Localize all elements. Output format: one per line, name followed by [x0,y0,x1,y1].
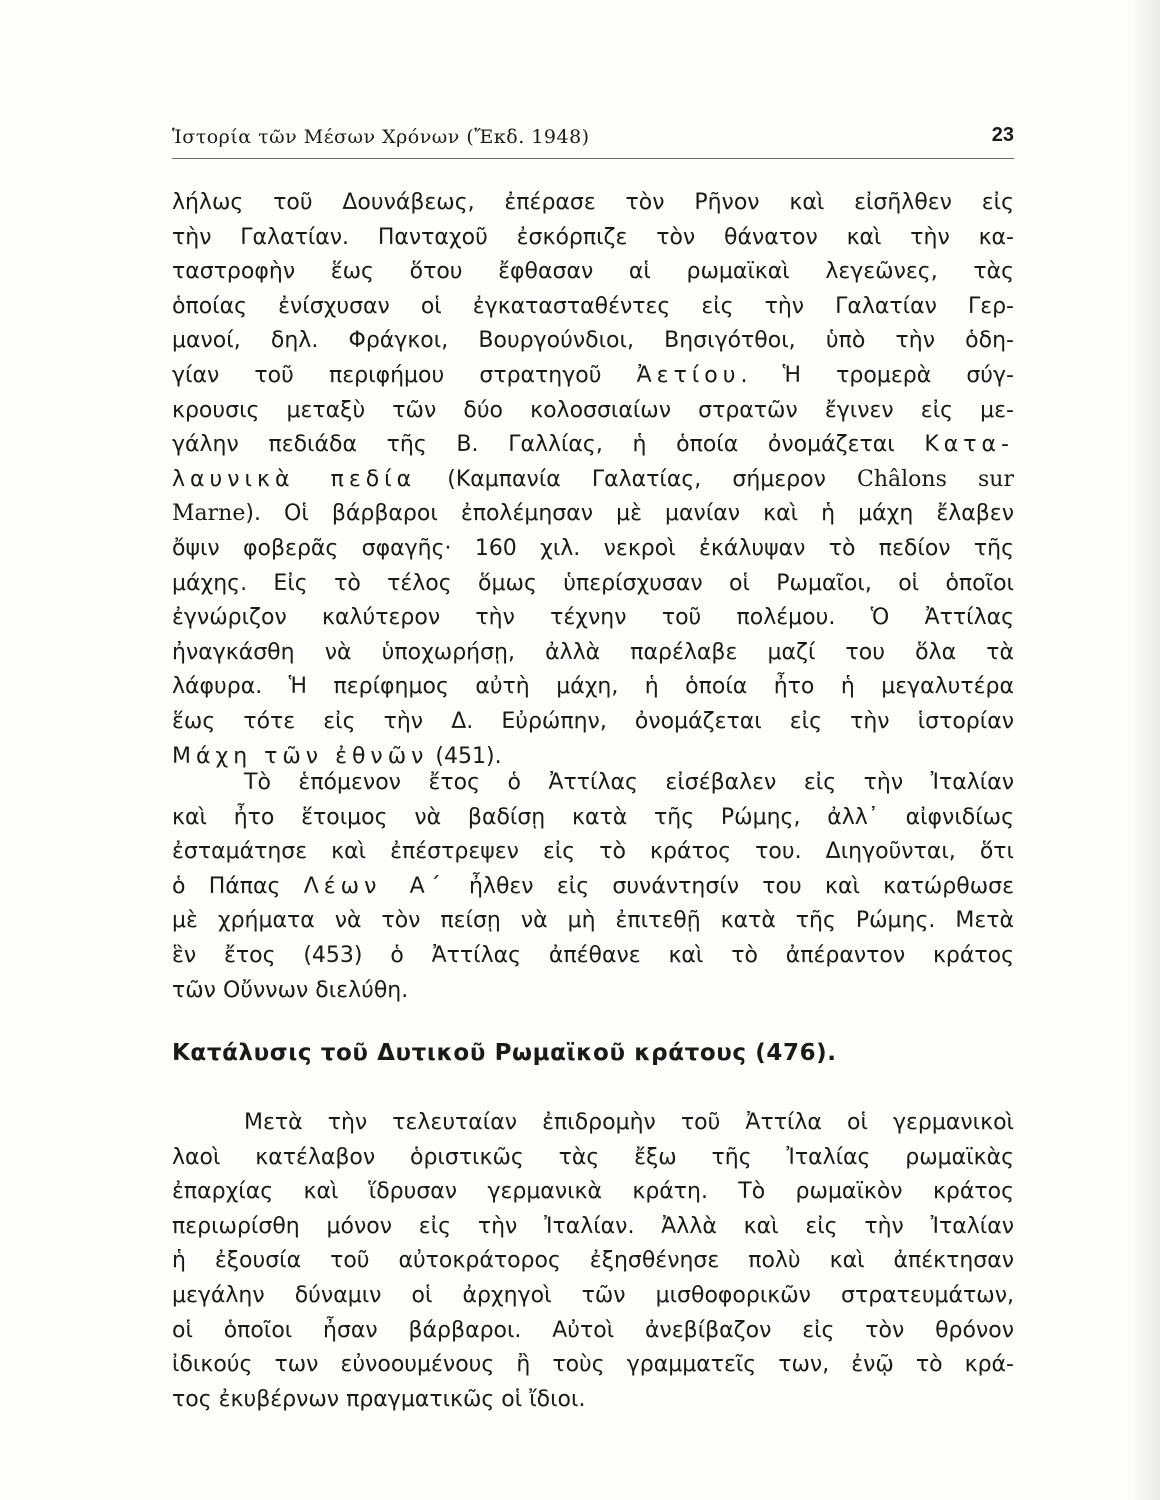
text-line [172,359,1014,394]
text-line: ταστροφὴν ἕως ὅτου ἔφθασαν αἱ ρωμαϊκαὶ λεγεῶνες, τὰς [172,259,1014,285]
text-line: λήλως τοῦ Δουνάβεως, ἐπέρασε τὸν Ρῆνον καὶ εἰσῆλθεν εἰς [172,190,1014,215]
text-line: λαοὶ κατέλαβον ὁριστικῶς τὰς ἔξω τῆς Ἰταλίας ρωμαϊκὰς [172,1144,1014,1170]
text-line [172,428,1014,463]
spaced-name-leon: Λέων Α΄ [303,873,446,899]
text-line: Μετὰ τὴν τελευταίαν ἐπιδρομὴν τοῦ Ἀττίλα οἱ γερμανικοὶ [244,1110,1014,1135]
text-line: καὶ ἦτο ἕτοιμος νὰ βαδίσῃ κατὰ τῆς Ρώμης, ἀλλ᾽ αἰφνιδίως [172,804,1014,830]
text-segment: . Ἡ τρομερὰ σύγ- [740,362,1014,388]
text-segment: (451). [428,743,502,769]
paragraph-2 [172,766,1014,1008]
text-line: ἕως τότε εἰς τὴν Δ. Εὐρώπην, ὀνομάζεται εἰς τὴν ἱστορίαν [172,708,1014,734]
text-line: ἠναγκάσθη νὰ ὑποχωρήσῃ, ἀλλὰ παρέλαβε μαζί του ὅλα τὰ [172,639,1014,665]
header-rule [172,158,1014,159]
text-line [172,463,1014,498]
text-line: ἡ ἐξουσία τοῦ αὐτοκράτορος ἐξησθένησε πολὺ καὶ ἀπέκτησαν [172,1248,1014,1274]
paragraph-1 [172,186,1014,774]
spaced-name-aetius: Ἀετίου [636,362,741,388]
text-line: ἐπαρχίας καὶ ἵδρυσαν γερμανικὰ κράτη. Τὸ ρωμαϊκὸν κράτος [172,1179,1014,1205]
running-title: Ἱστορία τῶν Μέσων Χρόνων (Ἔκδ. 1948) [172,126,590,148]
text-line: κρουσις μεταξὺ τῶν δύο κολοσσιαίων στρατῶν ἔγινεν εἰς με- [172,397,1014,423]
text-line: μανοί, δηλ. Φράγκοι, Βουργούνδιοι, Βησιγότθοι, ὑπὸ τὴν ὁδη- [172,328,1014,354]
text-segment: γίαν τοῦ περιφήμου στρατηγοῦ [172,362,637,388]
text-segment: ἦλθεν εἰς συνάντησίν του καὶ κατώρθωσε [445,873,1014,899]
text-line: περιωρίσθη μόνον εἰς τὴν Ἰταλίαν. Ἀλλὰ καὶ εἰς τὴν Ἰταλίαν [172,1213,1014,1239]
running-head [172,126,1014,156]
text-line: ἐγνώριζον καλύτερον τὴν τέχνην τοῦ πολέμου. Ὁ Ἀττίλας [172,605,1014,631]
text-line: Τὸ ἑπόμενον ἔτος ὁ Ἀττίλας εἰσέβαλεν εἰς τὴν Ἰταλίαν [244,770,1014,795]
paragraph-3 [172,1106,1014,1417]
text-line [172,870,1014,905]
text-line: ἐσταμάτησε καὶ ἐπέστρεψεν εἰς τὸ κράτος του. Διηγοῦνται, ὅτι [172,839,1014,865]
spaced-term-pedia: λαυνικὰ πεδία [172,466,417,492]
spaced-term-katalaunika: Κατα- [924,432,1014,458]
text-line: τὴν Γαλατίαν. Πανταχοῦ ἐσκόρπιζε τὸν θάνατον καὶ τὴν κα- [172,224,1014,250]
text-segment: ). Οἱ βάρβαροι ἐπολέμησαν μὲ μανίαν καὶ ἡ μάχη ἔλαβεν [245,501,1014,527]
page-number: 23 [991,124,1014,146]
text-line: οἱ ὁποῖοι ἦσαν βάρβαροι. Αὐτοὶ ἀνεβίβαζον εἰς τὸν θρόνον [172,1317,1014,1343]
text-line [172,497,1014,532]
section-heading: Κατάλυσις τοῦ Δυτικοῦ Ρωμαϊκοῦ κράτους (476). [172,1040,837,1066]
text-segment: ὁ Πάπας [172,873,304,899]
latin-place-name-marne: Marne [172,501,246,527]
text-segment: γάλην πεδιάδα τῆς Β. Γαλλίας, ἡ ὁποία ὀνομάζεται [172,432,925,458]
text-line: ὄψιν φοβερᾶς σφαγῆς· 160 χιλ. νεκροὶ ἐκάλυψαν τὸ πεδίον τῆς [172,535,1014,561]
spaced-term-battle: Μάχη τῶν ἐθνῶν [172,743,429,769]
text-line: μάχης. Εἰς τὸ τέλος ὅμως ὑπερίσχυσαν οἱ Ρωμαῖοι, οἱ ὁποῖοι [172,570,1014,596]
text-line: τος ἐκυβέρνων πραγματικῶς οἱ ἴδιοι. [172,1386,586,1412]
text-line: ἓν ἔτος (453) ὁ Ἀττίλας ἀπέθανε καὶ τὸ ἀπέραντον κράτος [172,942,1014,968]
text-line: ὁποίας ἐνίσχυσαν οἱ ἐγκατασταθέντες εἰς τὴν Γαλατίαν Γερ- [172,293,1014,319]
text-segment: (Καμπανία Γαλατίας, σήμερον [416,466,858,492]
text-line: τῶν Οὔννων διελύθη. [172,977,409,1003]
latin-place-name: Châlons sur [857,466,1014,492]
text-line: μὲ χρήματα νὰ τὸν πείσῃ νὰ μὴ ἐπιτεθῇ κατὰ τῆς Ρώμης. Μετὰ [172,908,1014,934]
page-edge-shadow [1132,0,1160,1500]
text-line: λάφυρα. Ἡ περίφημος αὐτὴ μάχη, ἡ ὁποία ἦτο ἡ μεγαλυτέρα [172,674,1014,700]
text-line: μεγάλην δύναμιν οἱ ἀρχηγοὶ τῶν μισθοφορικῶν στρατευμάτων, [172,1282,1014,1308]
text-line: ἰδικούς των εὐνοουμένους ἢ τοὺς γραμματεῖς των, ἐνῷ τὸ κρά- [172,1352,1014,1378]
